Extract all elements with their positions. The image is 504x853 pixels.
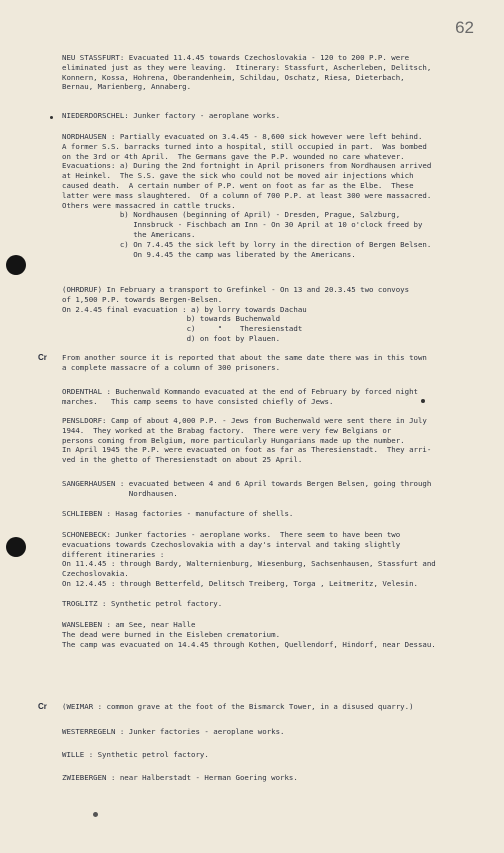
entry-niederdorschel	[62, 111, 498, 121]
text-line: Others were massacred in cattle trucks.	[62, 200, 236, 210]
punch-hole-bottom	[6, 537, 26, 557]
text-line: SANGERHAUSEN : evacuated between 4 and 6 April towards Bergen Belsen, going through	[62, 479, 432, 488]
text-line: b) Nordhausen (beginning of April) - Dresden, Prague, Salzburg,	[62, 210, 401, 220]
ink-dot	[93, 812, 98, 817]
text-line: of 1,500 P.P. towards Bergen-Belsen.	[62, 294, 223, 304]
text-line: eliminated just as they were leaving. Itinerary: Stassfurt, Ascherleben, Delitsch,	[62, 62, 432, 72]
text-line: ZWIEBERGEN : near Halberstadt - Herman Goering works.	[62, 773, 298, 782]
text-line: On 2.4.45 final evacuation : a) by lorry towards Dachau	[62, 304, 307, 314]
text-line: (OHRDRUF) In February a transport to Grefinkel - On 13 and 20.3.45 two convoys	[62, 285, 410, 294]
entry-ordenthal	[62, 387, 498, 407]
text-line: Evacuations: a) During the 2nd fortnight in April prisoners from Nordhausen arrived	[62, 161, 432, 171]
text-line: ORDENTHAL : Buchenwald Kommando evacuated at the end of February by forced night	[62, 387, 418, 396]
margin-mark-cr: Cr	[38, 353, 47, 362]
text-line: a complete massacre of a column of 300 prisoners.	[62, 362, 281, 372]
text-line: WESTERREGELN : Junker factories - aeroplane works.	[62, 727, 285, 736]
text-line: NEU STASSFURT: Evacuated 11.4.45 towards Czechoslovakia - 120 to 200 P.P. were	[62, 53, 410, 62]
entry-weimar	[62, 702, 498, 712]
text-line: ved in the ghetto of Theresienstadt on about 25 April.	[62, 455, 303, 465]
text-line: the Americans.	[62, 229, 196, 239]
text-line: The dead were burned in the Eisleben crematorium.	[62, 629, 281, 639]
text-line: SCHLIEBEN : Hasag factories - manufacture of shells.	[62, 509, 294, 518]
entry-ohrdruf	[62, 285, 498, 344]
text-line: Bernau, Marienberg, Annaberg.	[62, 82, 192, 92]
text-line: (WEIMAR : common grave at the foot of the Bismarck Tower, in a disused quarry.)	[62, 702, 414, 711]
text-line: c) " Theresienstadt	[62, 324, 303, 334]
text-line: NORDHAUSEN : Partially evacuated on 3.4.45 - 8,600 sick however were left behind.	[62, 132, 423, 141]
text-line: Innsbruck - Fischbach am Inn - On 30 April at 10 o'clock freed by	[62, 220, 423, 230]
entry-schlieben	[62, 509, 498, 519]
text-line: TROGLITZ : Synthetic petrol factory.	[62, 599, 223, 608]
text-line: WILLE : Synthetic petrol factory.	[62, 750, 209, 759]
text-line: caused death. A certain number of P.P. went on foot as far as the Elbe. These	[62, 180, 414, 190]
text-line: at Heinkel. The S.S. gave the sick who could not be moved air injections which	[62, 171, 414, 181]
text-line: d) on foot by Plauen.	[62, 333, 281, 343]
entry-neu-stassfurt	[62, 53, 498, 92]
text-line: b) towards Buchenwald	[62, 314, 281, 324]
text-line: Nordhausen.	[62, 488, 178, 498]
text-line: marches. This camp seems to have consisted chiefly of Jews.	[62, 396, 334, 406]
text-line: c) On 7.4.45 the sick left by lorry in the direction of Bergen Belsen.	[62, 239, 432, 249]
text-line: SCHONEBECK: Junker factories - aeroplane works. There seem to have been two	[62, 530, 401, 539]
entry-zwiebergen	[62, 773, 498, 783]
text-line: Konnern, Kossa, Hohrena, Oberandenheim, Schildau, Oschatz, Riesa, Dieterbach,	[62, 72, 405, 82]
text-line: On 11.4.45 : through Bardy, Walternienburg, Wiesenburg, Sachsenhausen, Stassfurt and	[62, 559, 436, 569]
text-line: PENSLDORF: Camp of about 4,000 P.P. - Jews from Buchenwald were sent there in July	[62, 416, 427, 425]
entry-troglitz	[62, 599, 498, 609]
text-line: On 12.4.45 : through Betterfeld, Delitsch Treiberg, Torga , Leitmeritz, Velesin.	[62, 578, 418, 588]
text-line: From another source it is reported that about the same date there was in this town	[62, 353, 427, 362]
text-line: Czechoslovakia.	[62, 569, 129, 579]
entry-schonebeck	[62, 530, 498, 589]
entry-westerregeln	[62, 727, 498, 737]
text-line: A former S.S. barracks turned into a hospital, still occupied in part. Was bombed	[62, 141, 427, 151]
text-line: 1944. They worked at the Brabag factory. There were very few Belgians or	[62, 425, 392, 435]
text-line: on the 3rd or 4th April. The Germans gave the P.P. wounded no care whatever.	[62, 151, 405, 161]
entry-other-source	[62, 353, 498, 373]
entry-wansleben	[62, 620, 498, 649]
text-line: The camp was evacuated on 14.4.45 through Kothen, Quellendorf, Hindorf, near Dessau.	[62, 639, 436, 649]
punch-hole-top	[6, 255, 26, 275]
text-line: NIEDERDORSCHEL: Junker factory - aeroplane works.	[62, 111, 281, 120]
entry-nordhausen	[62, 132, 498, 259]
text-line: On 9.4.45 the camp was liberated by the Americans.	[62, 249, 356, 259]
entry-sangerhausen	[62, 479, 498, 499]
entry-penslsdorf	[62, 416, 498, 465]
page-number: 62	[455, 18, 474, 37]
text-line: In April 1945 the P.P. were evacuated on foot as far as Theresienstadt. They arri-	[62, 445, 432, 455]
text-line: latter were mass slaughtered. Of a column of 700 P.P. at least 300 were massacred.	[62, 190, 432, 200]
text-line: evacuations towards Czechoslovakia with a day's interval and taking slightly	[62, 539, 401, 549]
bullet-dot	[50, 116, 53, 119]
margin-mark-cr: Cr	[38, 702, 47, 711]
text-line: persons coming from Belgium, more particularly Hungarians made up the number.	[62, 435, 405, 445]
text-line: different itineraries :	[62, 549, 165, 559]
text-line: WANSLEBEN : am See, near Halle	[62, 620, 196, 629]
entry-wille	[62, 750, 498, 760]
